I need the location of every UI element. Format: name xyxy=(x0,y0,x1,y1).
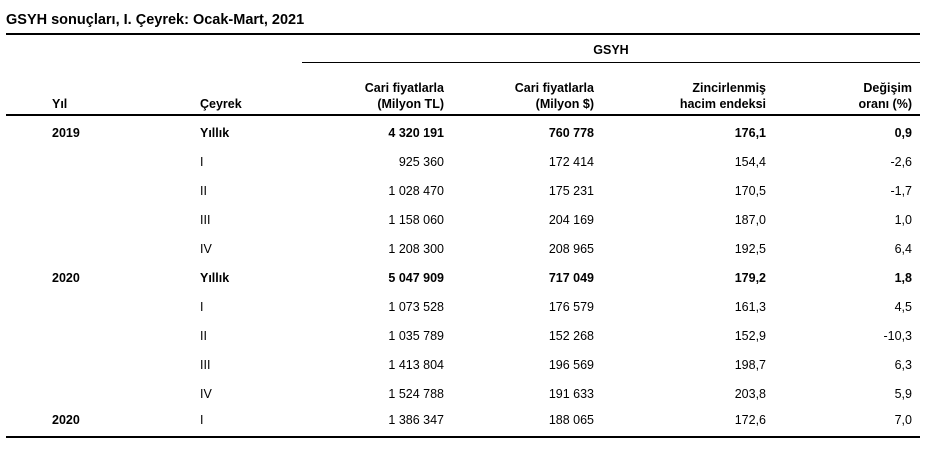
cell-zincir: 187,0 xyxy=(734,213,766,227)
header-cari-usd-line1: Cari fiyatlarla xyxy=(514,81,594,95)
cell-cari-usd: 172 414 xyxy=(548,155,594,169)
cell-cari-tl: 1 386 347 xyxy=(388,413,444,427)
header-cari-tl-line1: Cari fiyatlarla xyxy=(364,81,444,95)
cell-cari-usd: 176 579 xyxy=(548,300,594,314)
cell-cari-tl: 1 035 789 xyxy=(388,329,444,343)
header-year: Yıl xyxy=(52,97,68,111)
header-degisim-line2: oranı (%) xyxy=(858,97,912,111)
cell-quarter: II xyxy=(200,184,207,198)
cell-cari-usd: 191 633 xyxy=(548,387,594,401)
header-cari-tl-line2: (Milyon TL) xyxy=(377,97,444,111)
cell-cari-usd: 204 169 xyxy=(548,213,594,227)
cell-cari-usd: 208 965 xyxy=(548,242,594,256)
cell-year: 2020 xyxy=(52,413,80,427)
header-bottom-rule xyxy=(6,114,920,116)
cell-cari-tl: 1 524 788 xyxy=(388,387,444,401)
header-quarter: Çeyrek xyxy=(200,97,242,111)
cell-year: 2020 xyxy=(52,271,80,285)
cell-quarter: II xyxy=(200,329,207,343)
cell-cari-tl: 1 073 528 xyxy=(388,300,444,314)
header-degisim-line1: Değişim xyxy=(863,81,912,95)
cell-quarter: III xyxy=(200,358,211,372)
header-zincir-line2: hacim endeksi xyxy=(679,97,766,111)
cell-quarter: Yıllık xyxy=(200,271,230,285)
cell-zincir: 192,5 xyxy=(734,242,766,256)
cell-degisim: 1,8 xyxy=(894,271,912,285)
header-cari-tl xyxy=(300,80,444,112)
cell-zincir: 161,3 xyxy=(734,300,766,314)
header-cari-usd xyxy=(450,80,594,112)
cell-cari-usd: 152 268 xyxy=(548,329,594,343)
cell-degisim: 6,4 xyxy=(894,242,912,256)
cell-zincir: 176,1 xyxy=(734,126,766,140)
title-underline xyxy=(6,33,920,35)
cell-cari-tl: 1 208 300 xyxy=(388,242,444,256)
group-header-gsyh: GSYH xyxy=(593,43,629,57)
cell-zincir: 152,9 xyxy=(734,329,766,343)
cell-cari-usd: 196 569 xyxy=(548,358,594,372)
cell-cari-tl: 1 028 470 xyxy=(388,184,444,198)
cell-degisim: 6,3 xyxy=(894,358,912,372)
header-degisim xyxy=(780,80,912,112)
cell-quarter: I xyxy=(200,413,204,427)
cell-degisim: -2,6 xyxy=(890,155,912,169)
cell-degisim: 7,0 xyxy=(894,413,912,427)
cell-zincir: 198,7 xyxy=(734,358,766,372)
header-cari-usd-line2: (Milyon $) xyxy=(535,97,594,111)
cell-degisim: 1,0 xyxy=(894,213,912,227)
cell-degisim: 0,9 xyxy=(894,126,912,140)
cell-cari-tl: 5 047 909 xyxy=(388,271,444,285)
cell-cari-tl: 4 320 191 xyxy=(388,126,444,140)
cell-degisim: 4,5 xyxy=(894,300,912,314)
cell-degisim: 5,9 xyxy=(894,387,912,401)
header-zincir-line1: Zincirlenmiş xyxy=(692,81,766,95)
cell-zincir: 154,4 xyxy=(734,155,766,169)
cell-quarter: III xyxy=(200,213,211,227)
cell-cari-tl: 1 413 804 xyxy=(388,358,444,372)
cell-cari-tl: 925 360 xyxy=(398,155,444,169)
cell-zincir: 170,5 xyxy=(734,184,766,198)
cell-zincir: 172,6 xyxy=(734,413,766,427)
cell-cari-usd: 175 231 xyxy=(548,184,594,198)
group-header-rule xyxy=(302,62,920,63)
cell-quarter: Yıllık xyxy=(200,126,230,140)
cell-cari-usd: 760 778 xyxy=(548,126,594,140)
cell-quarter: IV xyxy=(200,387,212,401)
cell-cari-tl: 1 158 060 xyxy=(388,213,444,227)
cell-degisim: -10,3 xyxy=(883,329,912,343)
page-title: GSYH sonuçları, I. Çeyrek: Ocak-Mart, 2021 xyxy=(6,12,305,28)
cell-zincir: 179,2 xyxy=(734,271,766,285)
cell-quarter: I xyxy=(200,155,204,169)
cell-zincir: 203,8 xyxy=(734,387,766,401)
cell-quarter: IV xyxy=(200,242,212,256)
cell-degisim: -1,7 xyxy=(890,184,912,198)
cell-quarter: I xyxy=(200,300,204,314)
cell-cari-usd: 188 065 xyxy=(548,413,594,427)
cell-year: 2019 xyxy=(52,126,80,140)
header-zincir xyxy=(600,80,766,112)
table-bottom-rule xyxy=(6,436,920,438)
cell-cari-usd: 717 049 xyxy=(548,271,594,285)
